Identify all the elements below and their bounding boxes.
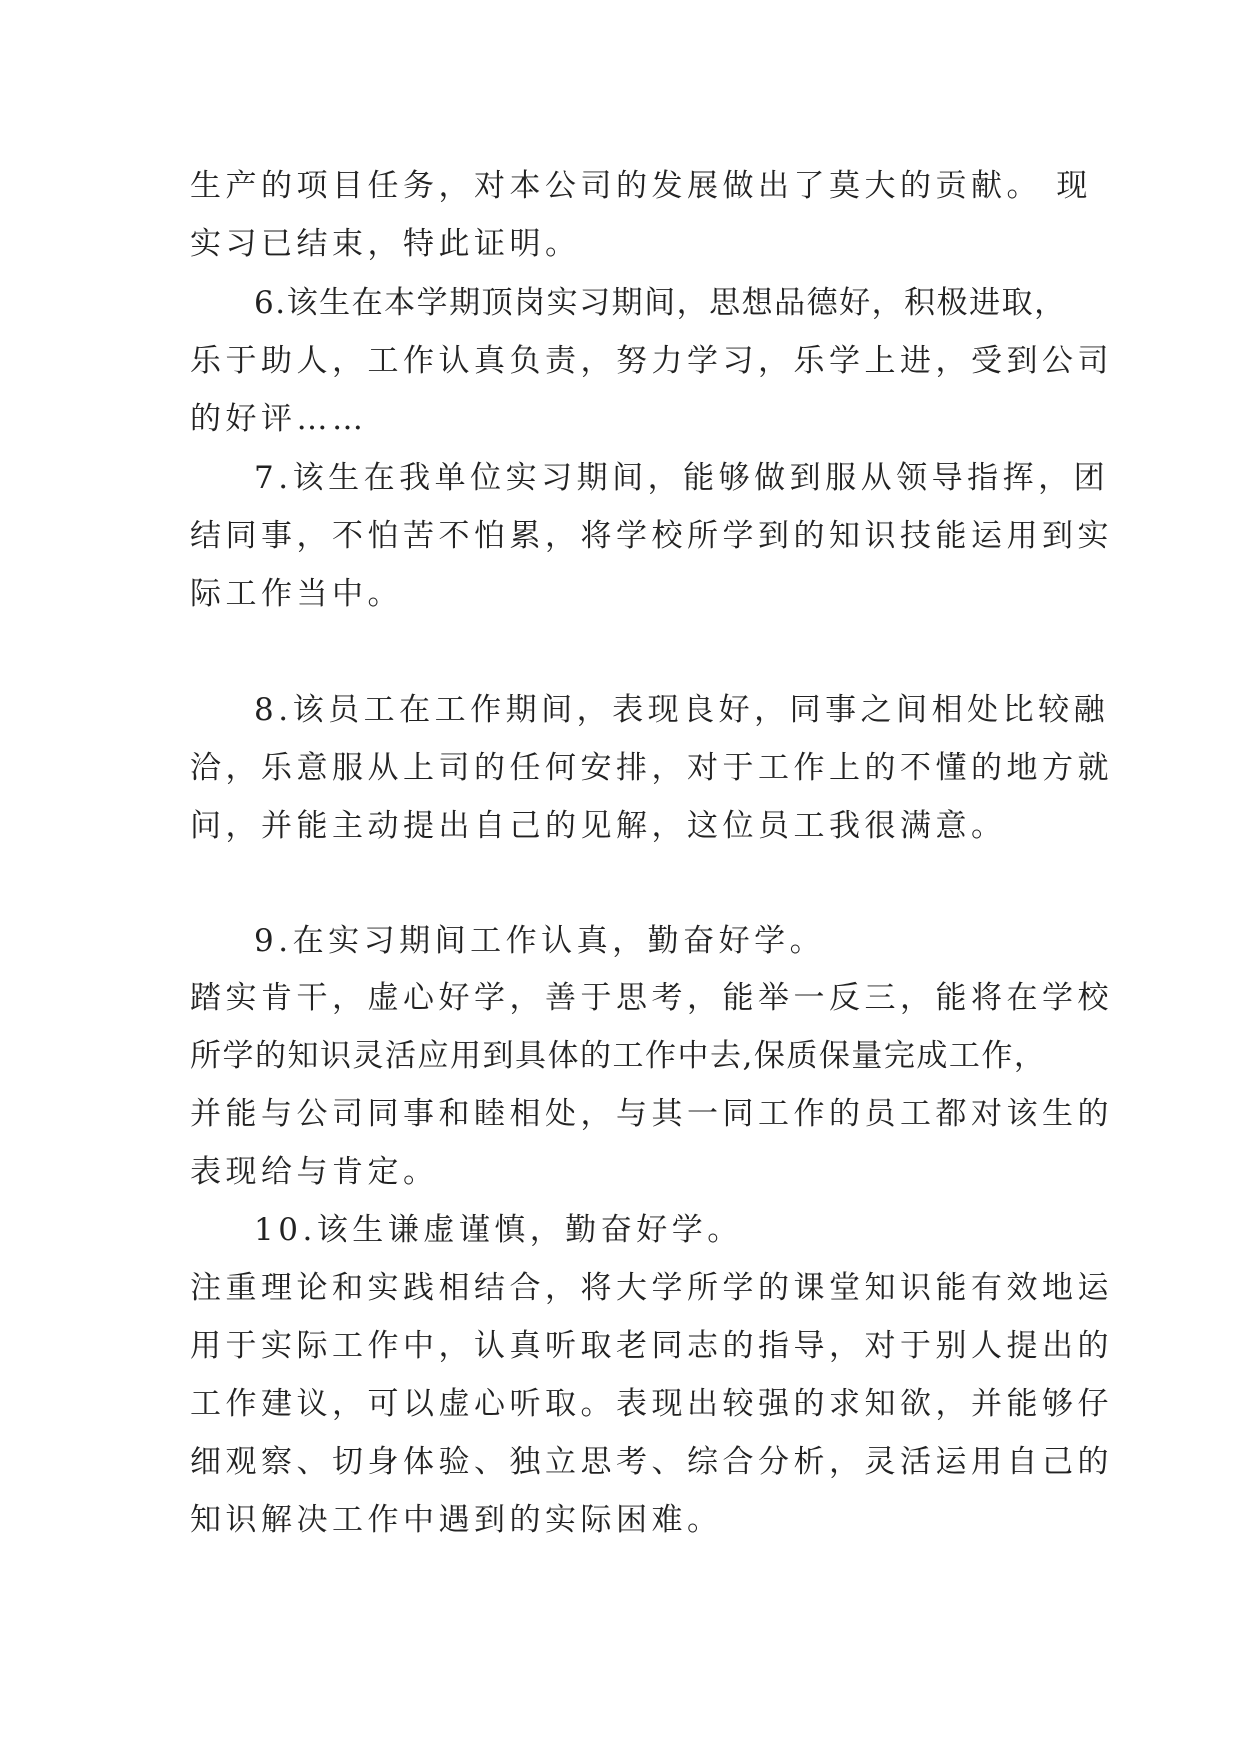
text-line: 并能与公司同事和睦相处，与其一同工作的员工都对该生的 — [190, 1096, 1113, 1132]
paragraph-10-start: 10.该生谦虚谨慎，勤奋好学。 — [254, 1212, 743, 1248]
text-line: 细观察、切身体验、独立思考、综合分析，灵活运用自己的 — [190, 1444, 1113, 1480]
text-line: 洽，乐意服从上司的任何安排，对于工作上的不懂的地方就 — [190, 750, 1113, 786]
paragraph-9-start: 9.在实习期间工作认真，勤奋好学。 — [254, 923, 826, 959]
text-line: 问，并能主动提出自己的见解，这位员工我很满意。 — [190, 808, 1007, 844]
text-line: 结同事，不怕苦不怕累，将学校所学到的知识技能运用到实 — [190, 518, 1113, 554]
paragraph-8-start: 8.该员工在工作期间，表现良好，同事之间相处比较融 — [254, 692, 1110, 728]
text-line: 表现给与肯定。 — [190, 1154, 439, 1190]
text-line: 生产的项目任务，对本公司的发展做出了莫大的贡献。 现 — [190, 168, 1092, 204]
text-line: 工作建议，可以虚心听取。表现出较强的求知欲，并能够仔 — [190, 1386, 1113, 1422]
text-line: 用于实际工作中，认真听取老同志的指导，对于别人提出的 — [190, 1328, 1113, 1364]
text-line: 踏实肯干，虚心好学，善于思考，能举一反三，能将在学校 — [190, 980, 1113, 1016]
text-line: 乐于助人，工作认真负责，努力学习，乐学上进，受到公司 — [190, 343, 1113, 379]
text-line: 际工作当中。 — [190, 576, 403, 612]
paragraph-6-start: 6.该生在本学期顶岗实习期间，思想品德好，积极进取， — [254, 285, 1067, 321]
paragraph-7-start: 7.该生在我单位实习期间，能够做到服从领导指挥，团 — [254, 460, 1110, 496]
text-line: 知识解决工作中遇到的实际困难。 — [190, 1502, 723, 1538]
text-line: 的好评…… — [190, 401, 368, 437]
text-line: 实习已结束，特此证明。 — [190, 226, 581, 262]
text-line: 注重理论和实践相结合，将大学所学的课堂知识能有效地运 — [190, 1270, 1113, 1306]
text-line: 所学的知识灵活应用到具体的工作中去,保质保量完成工作， — [190, 1038, 1047, 1074]
